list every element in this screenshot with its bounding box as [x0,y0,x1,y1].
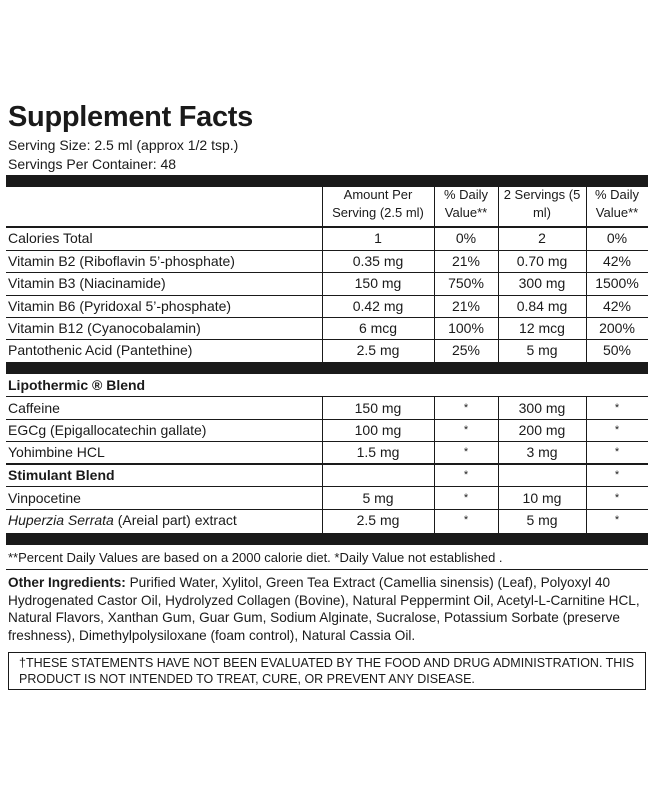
nutrient-dv: 0% [455,230,477,246]
header-daily-value-1: % Daily Value** [443,187,489,220]
nutrient-dv: 21% [451,253,481,269]
nutrient-amount-2: 300 mg [518,275,566,291]
header-two-servings: 2 Servings (5 ml) [503,187,581,220]
nutrient-dv: 750% [448,275,484,291]
ingredient-dv: * [463,492,469,504]
ingredient-dv-2: * [614,402,620,414]
fda-disclaimer: †THESE STATEMENTS HAVE NOT BEEN EVALUATED BY THE FOOD AND DRUG ADMINISTRATION. THIS PRODUCT IS NOT INTENDED TO TREAT, CURE, OR PREVENT ANY DISEASE. [8,652,646,690]
ingredient-amount-2: 10 mg [522,490,562,506]
other-ingredients [8,574,650,644]
ingredient-dv-2: * [614,424,620,436]
nutrient-name: Vitamin B6 (Pyridoxal 5’-phosphate) [8,298,232,314]
middle-thick-divider [6,362,648,374]
nutrient-name: Vitamin B3 (Niacinamide) [8,275,166,291]
ingredient-dv: * [463,402,469,414]
nutrient-dv-2: 42% [602,253,632,269]
column-divider [322,396,323,533]
nutrient-dv-2: 1500% [595,275,639,291]
ingredient-amount: 2.5 mg [356,512,400,528]
column-divider [322,187,323,362]
other-ingredients-label: Other Ingredients: [8,575,126,590]
nutrient-amount-2: 5 mg [526,342,558,358]
nutrient-dv: 100% [448,320,484,336]
nutrient-dv: 21% [451,298,481,314]
nutrient-amount: 2.5 mg [356,342,400,358]
nutrient-name: Pantothenic Acid (Pantethine) [8,342,193,358]
footnote-divider [6,569,648,570]
bottom-thick-divider [6,533,648,545]
ingredient-amount: 5 mg [362,490,394,506]
nutrient-amount-2: 2 [538,230,546,246]
nutrient-dv-2: 0% [606,230,628,246]
other-ingredients-text: Purified Water, Xylitol, Green Tea Extract (Camellia sinensis) (Leaf), Polyoxyl 40 Hydrogenated Castor Oil, Hydrolyzed Collagen (Bovine), Natural Peppermint Oil, Acetyl-L-Carnitine HCL, Natural Flavors, Xanthan Gum, Guar Gum, Sodium Alginate, Sucralose, Potassium Sorbate (preserve freshness), Dimethylpolysiloxane (foam control), Natural Cassia Oil. [8,575,640,643]
nutrient-amount-2: 0.70 mg [516,253,568,269]
ingredient-name-rest: (Areial part) extract [113,512,237,528]
ingredient-amount-2: 300 mg [518,400,566,416]
ingredient-amount: 150 mg [354,400,402,416]
ingredient-dv: * [463,514,469,526]
nutrient-amount-2: 0.84 mg [516,298,568,314]
ingredient-dv-2: * [614,446,620,458]
ingredient-name [8,510,237,530]
nutrient-name: Vitamin B12 (Cyanocobalamin) [8,320,201,336]
nutrient-dv: 25% [451,342,481,358]
ingredient-dv-2: * [614,492,620,504]
nutrient-name: Vitamin B2 (Riboflavin 5’-phosphate) [8,253,235,269]
header-amount-per-serving: Amount Per Serving (2.5 ml) [332,187,424,220]
column-divider [434,187,435,362]
stimulant-blend-dv: * [463,469,469,481]
ingredient-amount: 100 mg [354,422,402,438]
ingredient-name: EGCg (Epigallocatechin gallate) [8,422,207,438]
ingredient-dv-2: * [614,514,620,526]
stimulant-blend-dv-2: * [614,469,620,481]
row-divider [6,486,648,487]
nutrient-amount-2: 12 mcg [519,320,565,336]
nutrient-amount: 0.35 mg [352,253,404,269]
column-divider [498,396,499,533]
ingredient-name: Yohimbine HCL [8,444,105,460]
ingredient-dv: * [463,446,469,458]
servings-per-container: Servings Per Container: 48 [8,156,177,172]
lipothermic-blend-title: Lipothermic ® Blend [8,377,146,393]
ingredient-amount-2: 200 mg [518,422,566,438]
stimulant-blend-title: Stimulant Blend [8,467,115,483]
nutrient-amount: 150 mg [354,275,402,291]
daily-value-footnote: **Percent Daily Values are based on a 2000 calorie diet. *Daily Value not established . [8,550,503,565]
ingredient-name: Caffeine [8,400,60,416]
nutrient-dv-2: 200% [599,320,635,336]
nutrient-amount: 6 mcg [358,320,398,336]
ingredient-amount-2: 5 mg [526,512,558,528]
column-divider [586,187,587,362]
serving-size: Serving Size: 2.5 ml (approx 1/2 tsp.) [8,137,239,153]
nutrient-amount: 1 [374,230,382,246]
nutrient-dv-2: 50% [602,342,632,358]
panel-title: Supplement Facts [8,101,253,133]
ingredient-amount: 1.5 mg [356,444,400,460]
ingredient-name-italic: Huperzia Serrata [8,512,114,528]
column-divider [586,396,587,533]
column-divider [434,396,435,533]
column-divider [498,187,499,362]
ingredient-amount-2: 3 mg [526,444,558,460]
row-divider [6,396,648,397]
ingredient-dv: * [463,424,469,436]
header-daily-value-2: % Daily Value** [594,187,640,220]
nutrient-name: Calories Total [8,230,93,246]
nutrient-dv-2: 42% [602,298,632,314]
ingredient-name: Vinpocetine [8,490,81,506]
nutrient-amount: 0.42 mg [352,298,404,314]
